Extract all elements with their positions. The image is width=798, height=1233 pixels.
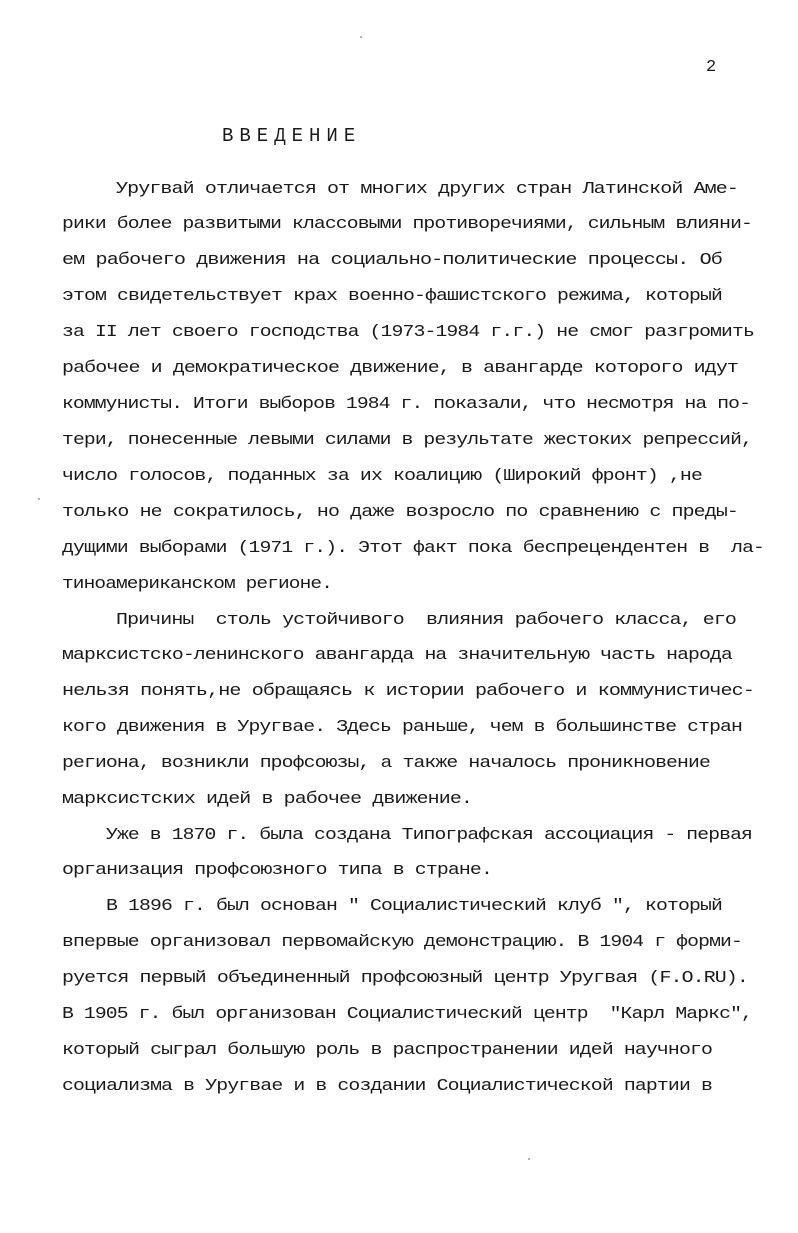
scan-speck xyxy=(360,36,362,38)
body-line: за II лет своего господства (1973-1984 г.г.) не смог разгромить xyxy=(62,323,754,342)
body-line: рики более развитыми классовыми противоречиями, сильным влияни- xyxy=(62,215,752,234)
page-number: 2 xyxy=(706,58,717,77)
body-line: Причины столь устойчивого влияния рабочего класса, его xyxy=(116,611,736,630)
body-line: социализма в Уругвае и в создании Социалистической партии в xyxy=(62,1077,712,1096)
body-line: рабочее и демократическое движение, в авангарде которого идут xyxy=(62,359,738,378)
body-line: коммунисты. Итоги выборов 1984 г. показали, что несмотря на по- xyxy=(62,395,750,414)
body-line: В 1896 г. был основан " Социалистический клуб ", который xyxy=(106,897,722,916)
body-line: тиноамериканском регионе. xyxy=(62,575,332,594)
body-line: марксистских идей в рабочее движение. xyxy=(62,790,472,809)
body-line: организация профсоюзного типа в стране. xyxy=(62,861,492,880)
section-heading: ВВЕДЕНИЕ xyxy=(222,125,362,147)
body-line: число голосов, поданных за их коалицию (Широкий фронт) ,не xyxy=(62,467,702,486)
body-line: нельзя понять,не обращаясь к истории рабочего и коммунистичес- xyxy=(62,682,754,701)
body-line: марксистско-ленинского авангарда на значительную часть народа xyxy=(62,646,732,665)
body-line: тери, понесенные левыми силами в результате жестоких репрессий, xyxy=(62,431,752,450)
body-line: который сыграл большую роль в распространении идей научного xyxy=(62,1041,712,1060)
scan-speck xyxy=(528,1158,530,1160)
body-line: дущими выборами (1971 г.). Этот факт пока беспрецендентен в ла- xyxy=(62,539,764,558)
body-line: этом свидетельствует крах военно-фашистского режима, который xyxy=(62,287,722,306)
body-line: Уругвай отличается от многих других стран Латинской Аме- xyxy=(116,180,738,199)
body-line: В 1905 г. был организован Социалистический центр "Карл Маркс", xyxy=(62,1005,752,1024)
body-line: руется первый объединенный профсоюзный центр Уругвая (F.O.RU). xyxy=(62,969,748,988)
body-line: региона, возникли профсоюзы, а также началось проникновение xyxy=(62,754,710,773)
body-line: впервые организовал первомайскую демонстрацию. В 1904 г форми- xyxy=(62,933,742,952)
scan-speck xyxy=(38,498,40,500)
body-line: ем рабочего движения на социально-политические процессы. Об xyxy=(62,251,722,270)
body-line: кого движения в Уругвае. Здесь раньше, чем в большинстве стран xyxy=(62,718,742,737)
body-line: только не сократилось, но даже возросло по сравнению с преды- xyxy=(62,503,738,522)
body-line: Уже в 1870 г. была создана Типографская ассоциация - первая xyxy=(106,826,752,845)
